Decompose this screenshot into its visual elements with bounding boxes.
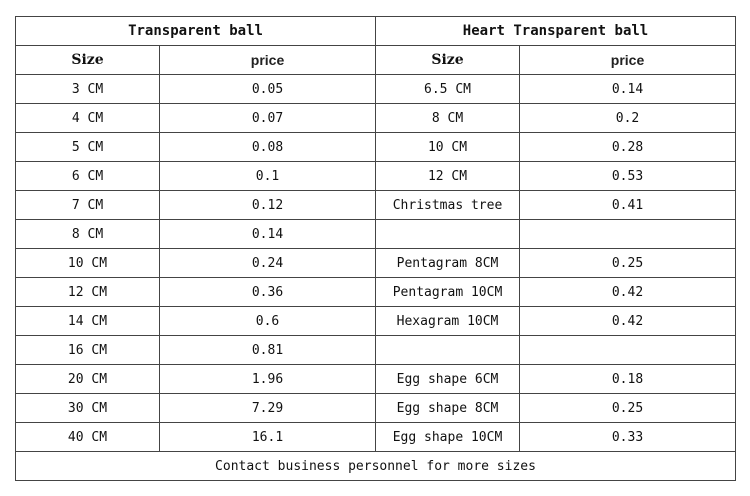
- cell-heart-price: [520, 336, 736, 365]
- cell-heart-price: 0.28: [520, 133, 736, 162]
- cell-size: 8 CM: [16, 220, 160, 249]
- cell-heart-price: 0.42: [520, 307, 736, 336]
- cell-heart-size: 8 CM: [376, 104, 520, 133]
- cell-heart-size: 12 CM: [376, 162, 520, 191]
- table-row: [16, 249, 736, 278]
- column-header-price: price: [520, 46, 736, 75]
- group-title-heart-transparent-ball: Heart Transparent ball: [376, 17, 736, 46]
- price-table: [15, 16, 736, 481]
- cell-heart-price: 0.33: [520, 423, 736, 452]
- table-row: [16, 365, 736, 394]
- cell-heart-price: 0.42: [520, 278, 736, 307]
- cell-heart-price: 0.18: [520, 365, 736, 394]
- cell-size: 40 CM: [16, 423, 160, 452]
- cell-price: 1.96: [160, 365, 376, 394]
- cell-size: 5 CM: [16, 133, 160, 162]
- cell-size: 14 CM: [16, 307, 160, 336]
- cell-heart-price: 0.2: [520, 104, 736, 133]
- group-header-row: [16, 17, 736, 46]
- cell-size: 7 CM: [16, 191, 160, 220]
- column-header-price: price: [160, 46, 376, 75]
- cell-size: 12 CM: [16, 278, 160, 307]
- cell-price: 0.1: [160, 162, 376, 191]
- cell-heart-price: 0.41: [520, 191, 736, 220]
- cell-heart-price: 0.25: [520, 249, 736, 278]
- cell-heart-price: 0.25: [520, 394, 736, 423]
- cell-price: 0.08: [160, 133, 376, 162]
- cell-size: 20 CM: [16, 365, 160, 394]
- cell-size: 30 CM: [16, 394, 160, 423]
- cell-price: 7.29: [160, 394, 376, 423]
- table-row: [16, 307, 736, 336]
- cell-price: 0.05: [160, 75, 376, 104]
- column-header-row: [16, 46, 736, 75]
- table-row: [16, 191, 736, 220]
- group-title-transparent-ball: Transparent ball: [16, 17, 376, 46]
- cell-heart-size: Pentagram 10CM: [376, 278, 520, 307]
- table-row: [16, 423, 736, 452]
- table-row: [16, 75, 736, 104]
- cell-price: 0.36: [160, 278, 376, 307]
- cell-price: 0.81: [160, 336, 376, 365]
- cell-heart-price: 0.53: [520, 162, 736, 191]
- cell-size: 4 CM: [16, 104, 160, 133]
- table-row: [16, 104, 736, 133]
- cell-size: 3 CM: [16, 75, 160, 104]
- table-row: [16, 394, 736, 423]
- table-row: [16, 162, 736, 191]
- cell-heart-size: Egg shape 8CM: [376, 394, 520, 423]
- footer-note: Contact business personnel for more sizes: [16, 452, 736, 481]
- cell-price: 0.07: [160, 104, 376, 133]
- cell-size: 16 CM: [16, 336, 160, 365]
- cell-heart-size: Christmas tree: [376, 191, 520, 220]
- cell-price: 0.24: [160, 249, 376, 278]
- cell-price: 0.12: [160, 191, 376, 220]
- cell-price: 0.6: [160, 307, 376, 336]
- cell-price: 16.1: [160, 423, 376, 452]
- column-header-size: Size: [376, 46, 520, 75]
- footer-row: [16, 452, 736, 481]
- cell-heart-price: [520, 220, 736, 249]
- cell-heart-size: Egg shape 6CM: [376, 365, 520, 394]
- table-body: [16, 75, 736, 452]
- cell-heart-size: [376, 220, 520, 249]
- cell-heart-size: 10 CM: [376, 133, 520, 162]
- table-row: [16, 278, 736, 307]
- table-row: [16, 133, 736, 162]
- cell-heart-size: 6.5 CM: [376, 75, 520, 104]
- cell-heart-size: Pentagram 8CM: [376, 249, 520, 278]
- cell-price: 0.14: [160, 220, 376, 249]
- table-row: [16, 220, 736, 249]
- cell-heart-size: Hexagram 10CM: [376, 307, 520, 336]
- table-row: [16, 336, 736, 365]
- column-header-size: Size: [16, 46, 160, 75]
- cell-size: 6 CM: [16, 162, 160, 191]
- cell-heart-size: [376, 336, 520, 365]
- cell-heart-size: Egg shape 10CM: [376, 423, 520, 452]
- cell-size: 10 CM: [16, 249, 160, 278]
- cell-heart-price: 0.14: [520, 75, 736, 104]
